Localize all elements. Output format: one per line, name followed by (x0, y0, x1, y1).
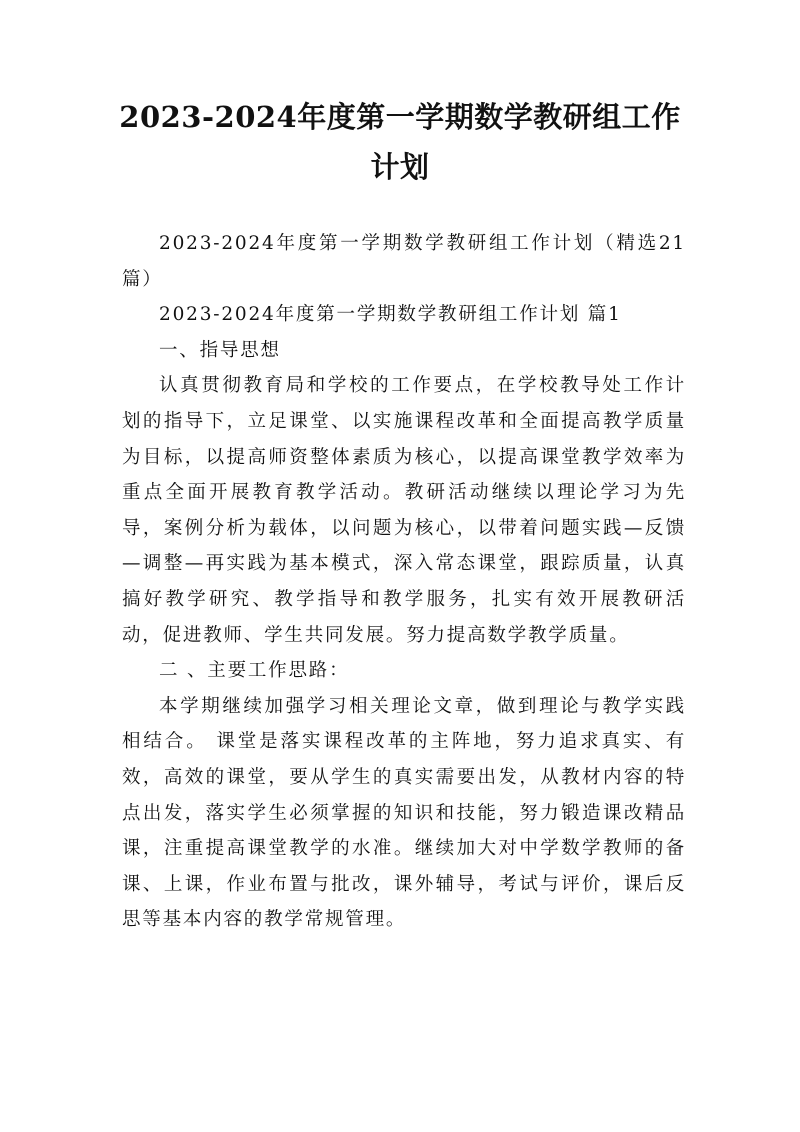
paragraph-guiding-ideology: 认真贯彻教育局和学校的工作要点，在学校教导处工作计划的指导下，立足课堂、以实施课程改革和全面提高教学质量为目标，以提高师资整体素质为核心，以提高课堂教学效率为重点全面开展教育教学活动。教研活动继续以理论学习为先导，案例分析为载体，以问题为核心，以带着问题实践—反馈—调整—再实践为基本模式，深入常态课堂，跟踪质量，认真搞好教学研究、教学指导和教学服务，扎实有效开展教研活动，促进教师、学生共同发展。努力提高数学教学质量。 (122, 375, 686, 646)
paragraph-article-heading: 2023-2024年度第一学期数学教研组工作计划 篇1 (159, 304, 622, 326)
section-heading-main-ideas: 二 、主要工作思路： (159, 660, 350, 682)
paragraph-collection-heading: 2023-2024年度第一学期数学教研组工作计划（精选21篇） (122, 233, 686, 290)
section-heading-guiding-ideology: 一、指导思想 (159, 339, 281, 361)
document-title: 2023-2024年度第一学期数学教研组工作计划 (119, 100, 681, 184)
paragraph-main-ideas: 本学期继续加强学习相关理论文章，做到理论与教学实践相结合。 课堂是落实课程改革的主阵地，努力追求真实、有效，高效的课堂，要从学生的真实需要出发，从教材内容的特点出发，落实学生必须掌握的知识和技能，努力锻造课改精品课，注重提高课堂教学的水准。继续加大对中学数学教师的备课、上课，作业布置与批改，课外辅导，考试与评价，课后反思等基本内容的教学常规管理。 (122, 695, 686, 931)
document-body (122, 226, 686, 938)
